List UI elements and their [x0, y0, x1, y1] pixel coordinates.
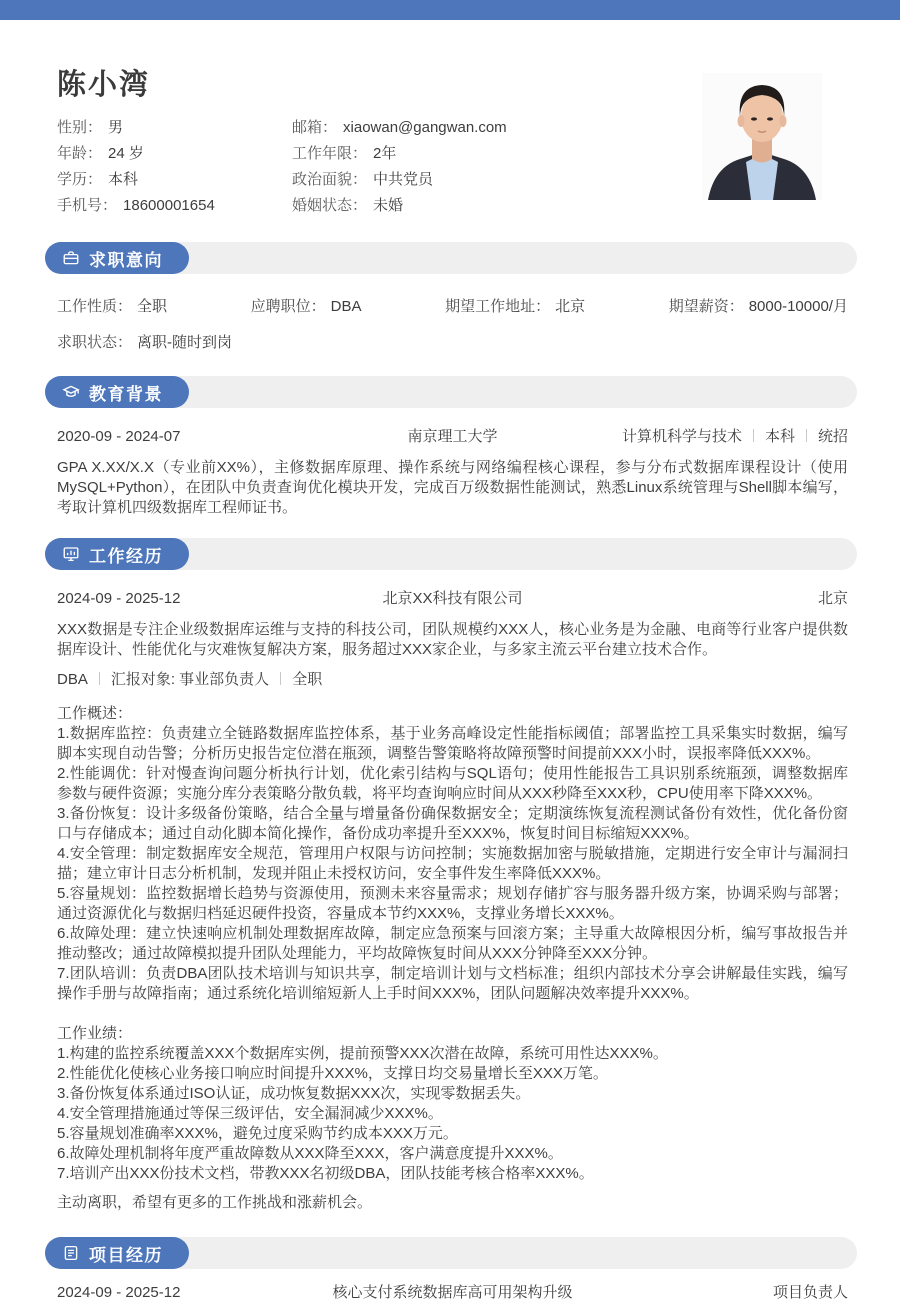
info-value: 中共党员: [373, 171, 434, 188]
info-row: [292, 118, 507, 137]
info-row: [57, 118, 292, 137]
work-employment-type: 全职: [292, 671, 323, 688]
job-intention-fields: [57, 297, 848, 316]
field-label: 应聘职位：: [250, 298, 326, 315]
overview-item: 6.故障处理：建立快速响应机制处理数据库故障，制定应急预案与回滚方案；主导重大故障根因分析，编写事故报告并推动整改；通过故障模拟提升团队处理能力，平均故障恢复时间从XXX分钟降至XXX分钟。: [57, 925, 848, 962]
project-period: 2024-09 - 2025-12: [57, 1284, 181, 1301]
project-entry-row: [57, 1283, 848, 1302]
info-value: 本科: [108, 171, 139, 188]
top-accent-bar: [0, 0, 900, 20]
intention-field: [57, 297, 167, 316]
field-value: 全职: [137, 298, 168, 315]
achievement-item: 2.性能优化使核心业务接口响应时间提升XXX%，支撑日均交易量增长至XXX万笔。: [57, 1065, 608, 1082]
info-value: 男: [108, 119, 124, 136]
divider: [806, 429, 807, 442]
project-role: 项目负责人: [772, 1284, 848, 1301]
education-school: 南京理工大学: [407, 428, 498, 445]
work-entry-row: [57, 589, 848, 608]
info-row: [292, 144, 507, 163]
education-entry-row: [57, 427, 848, 446]
info-row: [292, 196, 507, 215]
section-pill-work-experience: [45, 538, 189, 570]
work-report-to: 汇报对象: 事业部负责人: [110, 671, 270, 688]
info-row: [292, 170, 507, 189]
company-intro: XXX数据是专注企业级数据库运维与支持的科技公司，团队规模约XXX人，核心业务是为金融、电商等行业客户提供数据库设计、性能优化与灾难恢复解决方案，服务超过XXX家企业，与多家主流云平台建立技术合作。: [57, 621, 848, 658]
education-degree: 本科: [764, 428, 795, 445]
education-major: 计算机科学与技术: [621, 428, 742, 445]
work-overview-list: [57, 724, 848, 1004]
section-header-education: [45, 376, 857, 408]
profile-photo: [702, 73, 822, 200]
education-admission: 统招: [817, 428, 848, 445]
divider: [280, 672, 281, 685]
info-label: 婚姻状态：: [292, 197, 368, 214]
section-header-work-experience: [45, 538, 857, 570]
overview-item: 3.备份恢复：设计多级备份策略，结合全量与增量备份确保数据安全；定期演练恢复流程测试备份有效性，优化备份窗口与存储成本；通过自动化脚本简化操作，备份成功率提升至XXX%，恢复时间目标缩短XXX%。: [57, 805, 848, 842]
monitor-chart-icon: [62, 545, 80, 563]
intention-field: [445, 297, 585, 316]
field-label: 求职状态：: [57, 334, 133, 351]
info-label: 学历：: [57, 171, 103, 188]
achievement-item: 5.容量规划准确率XXX%，避免过度采购节约成本XXX万元。: [57, 1125, 458, 1142]
divider: [753, 429, 754, 442]
overview-item: 4.安全管理：制定数据库安全规范，管理用户权限与访问控制；实施数据加密与脱敏措施，定期进行安全审计与漏洞扫描；建立审计日志分析机制，发现并阻止未授权访问，安全事件发生率降低XXX%。: [57, 845, 848, 882]
job-status-row: [57, 333, 848, 352]
work-achievements-list: [57, 1044, 848, 1184]
work-role: DBA: [57, 671, 88, 688]
work-company: 北京XX科技有限公司: [382, 590, 523, 607]
info-label: 性别：: [57, 119, 103, 136]
achievement-item: 3.备份恢复体系通过ISO认证，成功恢复数据XXX次，实现零数据丢失。: [57, 1085, 531, 1102]
field-value: DBA: [330, 298, 362, 315]
section-pill-job-intention: [45, 242, 189, 274]
resume-page: [0, 62, 900, 1302]
divider: [99, 672, 100, 685]
info-value: 18600001654: [123, 197, 215, 214]
info-label: 邮箱：: [292, 119, 338, 136]
section-title: 项目经历: [89, 1245, 163, 1265]
info-value: xiaowan@gangwan.com: [343, 119, 507, 136]
achievement-item: 6.故障处理机制将年度严重故障数从XXX降至XXX，客户满意度提升XXX%。: [57, 1145, 563, 1162]
intention-field: [669, 297, 848, 316]
personal-info-right-column: [292, 118, 507, 215]
personal-info-left-column: [57, 118, 292, 215]
overview-item: 1.数据库监控：负责建立全链路数据库监控体系，基于业务高峰设定性能指标阈值；部署监控工具采集实时数据，编写脚本实现自动告警；分析历史报告定位潜在瓶颈，调整告警策略将故障预警时间提前XXX小时，误报率降低XXX%。: [57, 725, 848, 762]
achievement-item: 4.安全管理措施通过等保三级评估，安全漏洞减少XXX%。: [57, 1105, 443, 1122]
field-value: 8000-10000/月: [748, 298, 848, 315]
work-achievements-title: 工作业绩：: [57, 1025, 133, 1042]
info-label: 工作年限：: [292, 145, 368, 162]
work-role-row: [57, 670, 848, 690]
section-header-job-intention: [45, 242, 857, 274]
work-overview-title: 工作概述：: [57, 705, 133, 722]
candidate-name: 陈小湾: [57, 69, 151, 101]
info-row: [57, 170, 292, 189]
field-label: 工作性质：: [57, 298, 133, 315]
achievement-item: 7.培训产出XXX份技术文档，带教XXX名初级DBA，团队技能考核合格率XXX%。: [57, 1165, 594, 1182]
info-value: 未婚: [373, 197, 404, 214]
info-value: 24 岁: [108, 145, 144, 162]
briefcase-icon: [62, 249, 80, 267]
achievement-item: 1.构建的监控系统覆盖XXX个数据库实例，提前预警XXX次潜在故障，系统可用性达XXX%。: [57, 1045, 668, 1062]
work-period: 2024-09 - 2025-12: [57, 590, 181, 607]
overview-item: 7.团队培训：负责DBA团队技术培训与知识共享，制定培训计划与文档标准；组织内部技术分享会讲解最佳实践，编写操作手册与故障指南；通过系统化培训缩短新人上手时间XXX%，团队问题解决效率提升XXX%。: [57, 965, 848, 1002]
section-title: 求职意向: [89, 250, 163, 270]
info-label: 政治面貌：: [292, 171, 368, 188]
project-name: 核心支付系统数据库高可用架构升级: [332, 1284, 573, 1301]
profile-photo-illustration: [702, 73, 822, 200]
info-label: 年龄：: [57, 145, 103, 162]
work-city: 北京: [817, 590, 848, 607]
intention-field: [251, 297, 362, 316]
overview-item: 5.容量规划：监控数据增长趋势与资源使用，预测未来容量需求；规划存储扩容与服务器升级方案，协调采购与部署；通过资源优化与数据归档延迟硬件投资，容量成本节约XXX%，支撑业务增长XXX%。: [57, 885, 848, 922]
section-title: 教育背景: [89, 384, 163, 404]
leaving-reason: 主动离职，希望有更多的工作挑战和涨薪机会。: [57, 1194, 373, 1211]
section-title: 工作经历: [89, 546, 163, 566]
graduation-cap-icon: [62, 383, 80, 401]
info-label: 手机号：: [57, 197, 118, 214]
overview-item: 2.性能调优：针对慢查询问题分析执行计划，优化索引结构与SQL语句；使用性能报告工具识别系统瓶颈，调整数据库参数与硬件资源；实施分库分表策略分散负载，将平均查询响应时间从XXX秒降至XXX秒，CPU使用率下降XXX%。: [57, 765, 848, 802]
document-list-icon: [62, 1244, 80, 1262]
info-row: [57, 144, 292, 163]
info-value: 2年: [373, 145, 397, 162]
section-pill-project-experience: [45, 1237, 189, 1269]
field-value: 离职-随时到岗: [137, 334, 233, 351]
education-period: 2020-09 - 2024-07: [57, 428, 181, 445]
education-description: GPA X.XX/X.X（专业前XX%），主修数据库原理、操作系统与网络编程核心课程，参与分布式数据库课程设计（使用MySQL+Python），在团队中负责查询优化模块开发，完成百万级数据性能测试，熟悉Linux系统管理与Shell脚本编写，考取计算机四级数据库工程师证书。: [57, 459, 848, 516]
section-pill-education: [45, 376, 189, 408]
field-value: 北京: [555, 298, 586, 315]
field-label: 期望薪资：: [668, 298, 744, 315]
info-row: [57, 196, 292, 215]
field-label: 期望工作地址：: [445, 298, 551, 315]
education-detail: [615, 427, 848, 446]
section-header-project-experience: [45, 1237, 857, 1269]
